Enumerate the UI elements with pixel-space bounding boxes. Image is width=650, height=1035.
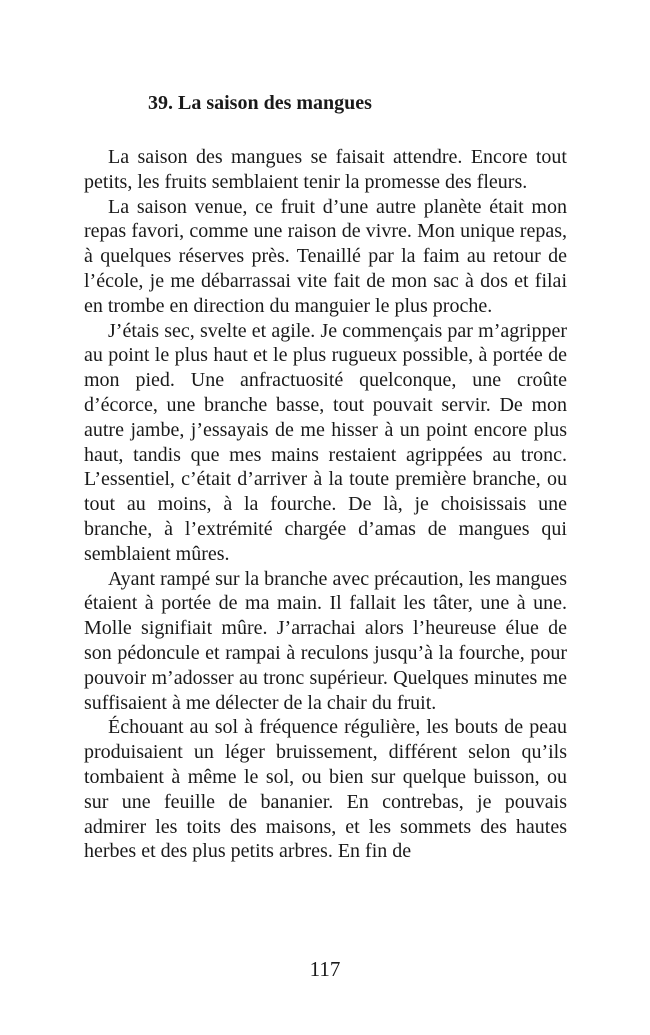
paragraph-3: J’étais sec, svelte et agile. Je commençais par m’agripper au point le plus haut et le plus rugueux possible, à portée de mon pied. Une anfractuosité quelconque, une croûte d’écorce, une branche basse, tout pouvait servir. De mon autre jambe, j’essayais de me hisser à un point encore plus haut, tandis que mes mains restaient agrippées au tronc. L’essentiel, c’était d’arriver à la toute première branche, ou tout au moins, à la fourche. De là, je choisissais une branche, à l’extrémité chargée d’amas de mangues qui semblaient mûres. [84, 319, 567, 565]
paragraph-2: La saison venue, ce fruit d’une autre planète était mon repas favori, comme une raison de vivre. Mon unique repas, à quelques réserves près. Tenaillé par la faim au retour de l’école, je me débarrassai vite fait de mon sac à dos et filai en trombe en direction du manguier le plus proche. [84, 195, 567, 317]
paragraph-4: Ayant rampé sur la branche avec précaution, les mangues étaient à portée de ma main. Il fallait les tâter, une à une. Molle signifiait mûre. J’arrachai alors l’heureuse élue de son pédoncule et rampai à reculons jusqu’à la fourche, pour pouvoir m’adosser au tronc supérieur. Quelques minutes me suffisaient à me délecter de la chair du fruit. [84, 567, 567, 714]
chapter-title: 39. La saison des mangues [148, 92, 372, 114]
page-number: 117 [309, 957, 341, 981]
book-page [84, 88, 567, 864]
paragraph-1: La saison des mangues se faisait attendre. Encore tout petits, les fruits semblaient tenir la promesse des fleurs. [84, 146, 567, 193]
paragraph-5: Échouant au sol à fréquence régulière, les bouts de peau produisaient un léger bruissement, différent selon qu’ils tombaient à même le sol, ou bien sur quelque buisson, ou sur une feuille de bananier. En contrebas, je pouvais admirer les toits des maisons, et les sommets des hautes herbes et des plus petits arbres. En fin de [84, 716, 567, 863]
